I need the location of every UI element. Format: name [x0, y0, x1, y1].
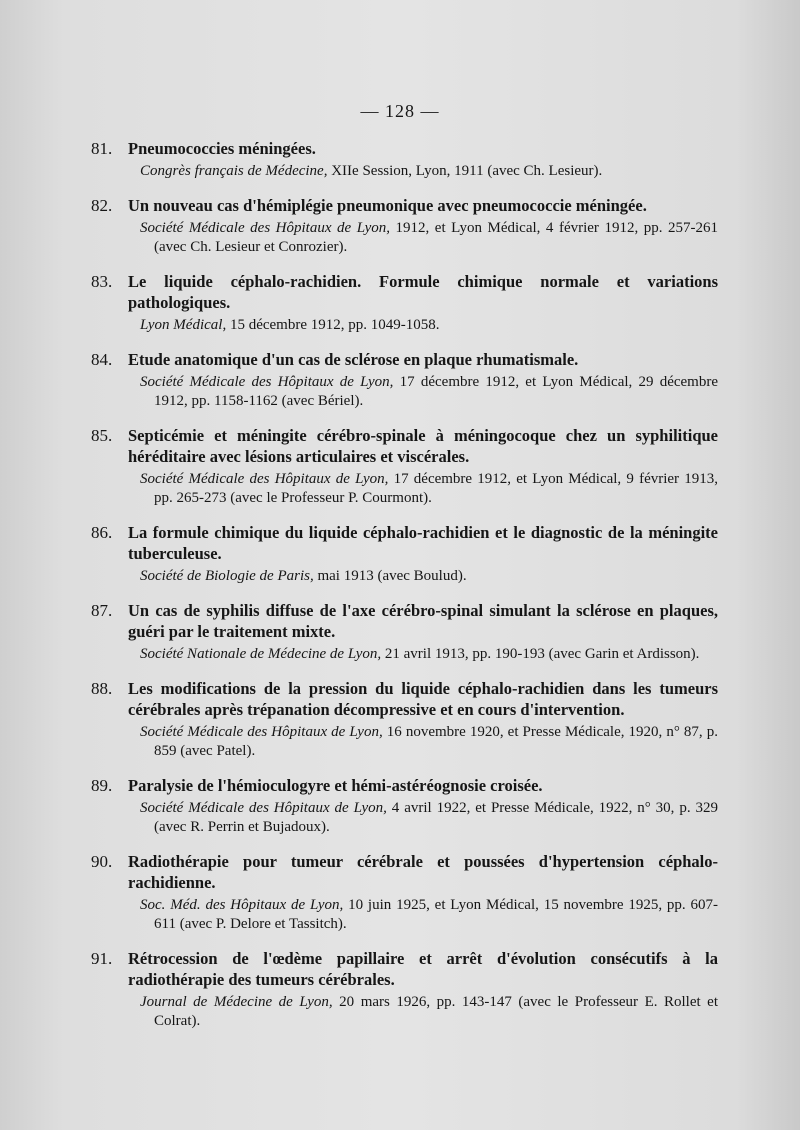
entry-number: 88. — [91, 679, 113, 698]
entry-venue: Soc. Méd. des Hôpitaux de Lyon, — [140, 897, 344, 913]
entry-reference — [118, 645, 718, 664]
entry-number: 90. — [91, 852, 113, 871]
entry-title — [91, 522, 718, 564]
bibliography-entry — [91, 425, 718, 508]
entry-title — [91, 195, 718, 216]
entry-title — [91, 425, 718, 467]
entry-reference — [118, 470, 718, 508]
entry-reference — [118, 896, 718, 934]
bibliography-entry — [91, 349, 718, 411]
entry-number: 85. — [91, 426, 113, 445]
entry-venue: Société Nationale de Médecine de Lyon, — [140, 646, 382, 662]
entry-reference — [118, 723, 718, 761]
entry-number: 81. — [91, 139, 113, 158]
entry-details: XIIe Session, Lyon, 1911 (avec Ch. Lesieur). — [327, 163, 603, 179]
entry-reference — [118, 993, 718, 1031]
entry-title-text: Septicémie et méningite cérébro-spinale à méningocoque chez un syphilitique héréditaire avec lésions articulaires et viscérales. — [128, 426, 718, 466]
bibliography-entry — [91, 678, 718, 761]
page-number: — 128 — — [360, 101, 440, 121]
entry-number: 89. — [91, 776, 113, 795]
entry-title-text: Pneumococcies méningées. — [128, 139, 316, 158]
entry-details: 15 décembre 1912, pp. 1049-1058. — [226, 317, 440, 333]
entry-title — [91, 600, 718, 642]
bibliography-entry — [91, 948, 719, 1031]
entry-number: 82. — [91, 196, 113, 215]
entry-details: 16 novembre 1920, et Presse Médicale, 1920, n° 87, p. 859 (avec Patel). — [154, 724, 718, 759]
entry-details: 4 avril 1922, et Presse Médicale, 1922, n° 30, p. 329 (avec R. Perrin et Bujadoux). — [154, 800, 718, 835]
bibliography-entry — [91, 775, 718, 837]
entry-details: 20 mars 1926, pp. 143-147 (avec le Professeur E. Rollet et Colrat). — [154, 994, 719, 1029]
entry-title-text: Les modifications de la pression du liquide céphalo-rachidien dans les tumeurs cérébrales après trépanation décompressive et en cours d'intervention. — [128, 679, 718, 719]
entry-venue: Congrès français de Médecine, — [140, 163, 328, 179]
bibliography-entry — [91, 522, 718, 586]
entry-venue: Société Médicale des Hôpitaux de Lyon, — [140, 471, 389, 487]
entry-venue: Société Médicale des Hôpitaux de Lyon, — [140, 800, 387, 816]
entry-title — [91, 349, 718, 370]
entry-venue: Société de Biologie de Paris, — [140, 568, 314, 584]
entry-title-text: Un nouveau cas d'hémiplégie pneumonique avec pneumococcie méningée. — [128, 196, 647, 215]
entry-reference — [118, 219, 718, 257]
entry-reference — [118, 799, 718, 837]
entry-reference — [118, 567, 718, 586]
entry-number: 86. — [91, 523, 113, 542]
bibliography-list — [91, 138, 719, 1045]
entry-number: 91. — [91, 949, 113, 968]
bibliography-entry — [91, 138, 718, 181]
entry-details: 17 décembre 1912, et Lyon Médical, 29 décembre 1912, pp. 1158-1162 (avec Bériel). — [154, 374, 718, 409]
entry-number: 83. — [91, 272, 113, 291]
entry-details: 10 juin 1925, et Lyon Médical, 15 novembre 1925, pp. 607-611 (avec P. Delore et Tassitch). — [154, 897, 718, 932]
entry-number: 84. — [91, 350, 113, 369]
entry-title — [91, 271, 718, 313]
entry-number: 87. — [91, 601, 113, 620]
bibliography-entry — [91, 600, 718, 664]
bibliography-entry — [91, 851, 718, 934]
entry-title-text: Un cas de syphilis diffuse de l'axe cérébro-spinal simulant la sclérose en plaques, guéri par le traitement mixte. — [128, 601, 718, 641]
entry-venue: Société Médicale des Hôpitaux de Lyon, — [140, 724, 383, 740]
entry-title-text: Rétrocession de l'œdème papillaire et arrêt d'évolution consécutifs à la radiothérapie des tumeurs cérébrales. — [128, 949, 718, 989]
entry-details: mai 1913 (avec Boulud). — [313, 568, 467, 584]
entry-title-text: Paralysie de l'hémioculogyre et hémi-astéréognosie croisée. — [128, 776, 543, 795]
bibliography-entry — [91, 271, 718, 335]
entry-venue: Lyon Médical, — [140, 317, 227, 333]
entry-title — [91, 678, 718, 720]
bibliography-entry — [91, 195, 718, 257]
entry-title-text: Etude anatomique d'un cas de sclérose en plaque rhumatismale. — [128, 350, 579, 369]
entry-title — [91, 775, 718, 796]
entry-title-text: La formule chimique du liquide céphalo-rachidien et le diagnostic de la méningite tuberculeuse. — [128, 523, 718, 563]
entry-title — [91, 138, 718, 159]
entry-venue: Société Médicale des Hôpitaux de Lyon, — [140, 220, 391, 236]
entry-title — [91, 851, 718, 893]
entry-details: 1912, et Lyon Médical, 4 février 1912, pp. 257-261 (avec Ch. Lesieur et Conrozier). — [154, 220, 718, 255]
entry-venue: Société Médicale des Hôpitaux de Lyon, — [140, 374, 394, 390]
entry-title-text: Radiothérapie pour tumeur cérébrale et poussées d'hypertension céphalo-rachidienne. — [128, 852, 718, 892]
entry-venue: Journal de Médecine de Lyon, — [140, 994, 333, 1010]
entry-title-text: Le liquide céphalo-rachidien. Formule chimique normale et variations pathologiques. — [128, 272, 718, 312]
entry-title — [91, 948, 718, 990]
entry-reference — [118, 373, 718, 411]
entry-details: 21 avril 1913, pp. 190-193 (avec Garin et Ardisson). — [381, 646, 700, 662]
entry-reference — [118, 316, 718, 335]
entry-reference — [118, 162, 718, 181]
entry-details: 17 décembre 1912, et Lyon Médical, 9 février 1913, pp. 265-273 (avec le Professeur P. Courmont). — [154, 471, 718, 506]
